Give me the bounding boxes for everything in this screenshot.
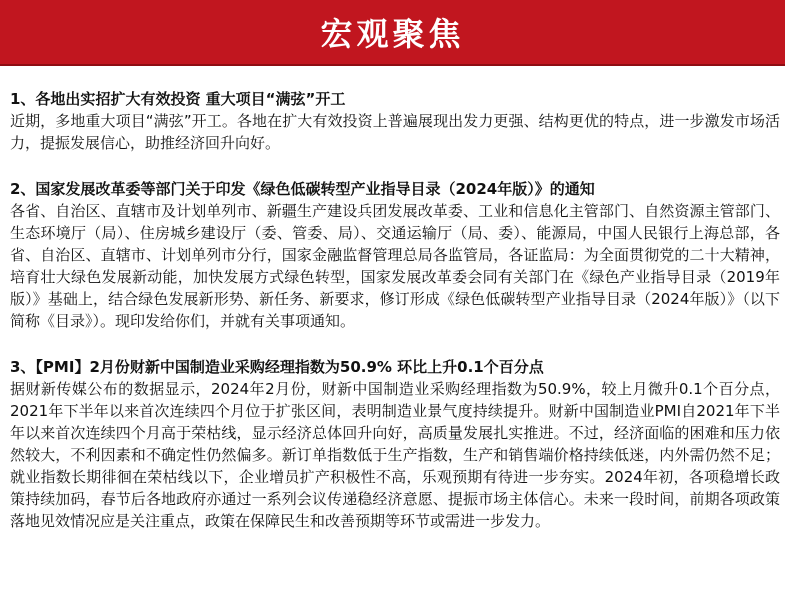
news-item-title: 3、【PMI】2月份财新中国制造业采购经理指数为50.9% 环比上升0.1个百分点 [10, 358, 544, 376]
news-item-body: 近期，多地重大项目“满弦”开工。各地在扩大有效投资上普遍展现出发力更强、结构更优的特点，进一步激发市场活力，提振发展信心，助推经济回升向好。 [10, 112, 780, 152]
news-item-body: 各省、自治区、直辖市及计划单列市、新疆生产建设兵团发展改革委、工业和信息化主管部门、自然资源主管部门、生态环境厅（局）、住房城乡建设厅（委、管委、局）、交通运输厅（局、委）、能源局，中国人民银行上海总部，各省、自治区、直辖市、计划单列市分行，国家金融监督管理总局各监管局，各证监局：为全面贯彻党的二十大精神，培育壮大绿色发展新动能，加快发展方式绿色转型，国家发展改革委会同有关部门在《绿色产业指导目录（2019年版）》基础上，结合绿色发展新形势、新任务、新要求，修订形成《绿色低碳转型产业指导目录（2024年版）》（以下简称《目录》）。现印发给你们，并就有关事项通知。 [10, 202, 780, 330]
news-item [10, 178, 780, 332]
news-item-title: 1、各地出实招扩大有效投资 重大项目“满弦”开工 [10, 90, 346, 108]
news-item [10, 88, 780, 154]
page-title: 宏观聚焦 [320, 15, 465, 53]
header-banner [0, 0, 785, 66]
news-list [10, 88, 780, 532]
news-item-title: 2、国家发展改革委等部门关于印发《绿色低碳转型产业指导目录（2024年版）》的通知 [10, 180, 595, 198]
news-item-body: 据财新传媒公布的数据显示，2024年2月份，财新中国制造业采购经理指数为50.9%，较上月微升0.1个百分点，2021年下半年以来首次连续四个月位于扩张区间，表明制造业景气度持续提升。财新中国制造业PMI自2021年下半年以来首次连续四个月高于荣枯线，显示经济总体回升向好，高质量发展扎实推进。不过，经济面临的困难和压力依然较大，不利因素和不确定性仍然偏多。新订单指数低于生产指数，生产和销售端价格持续低迷，内外需仍然不足；就业指数长期徘徊在荣枯线以下，企业增员扩产积极性不高，乐观预期有待进一步夯实。2024年初，各项稳增长政策持续加码，春节后各地政府亦通过一系列会议传递稳经济意愿、提振市场主体信心。未来一段时间，前期各项政策落地见效情况应是关注重点，政策在保障民生和改善预期等环节或需进一步发力。 [10, 380, 780, 530]
news-item [10, 356, 780, 532]
